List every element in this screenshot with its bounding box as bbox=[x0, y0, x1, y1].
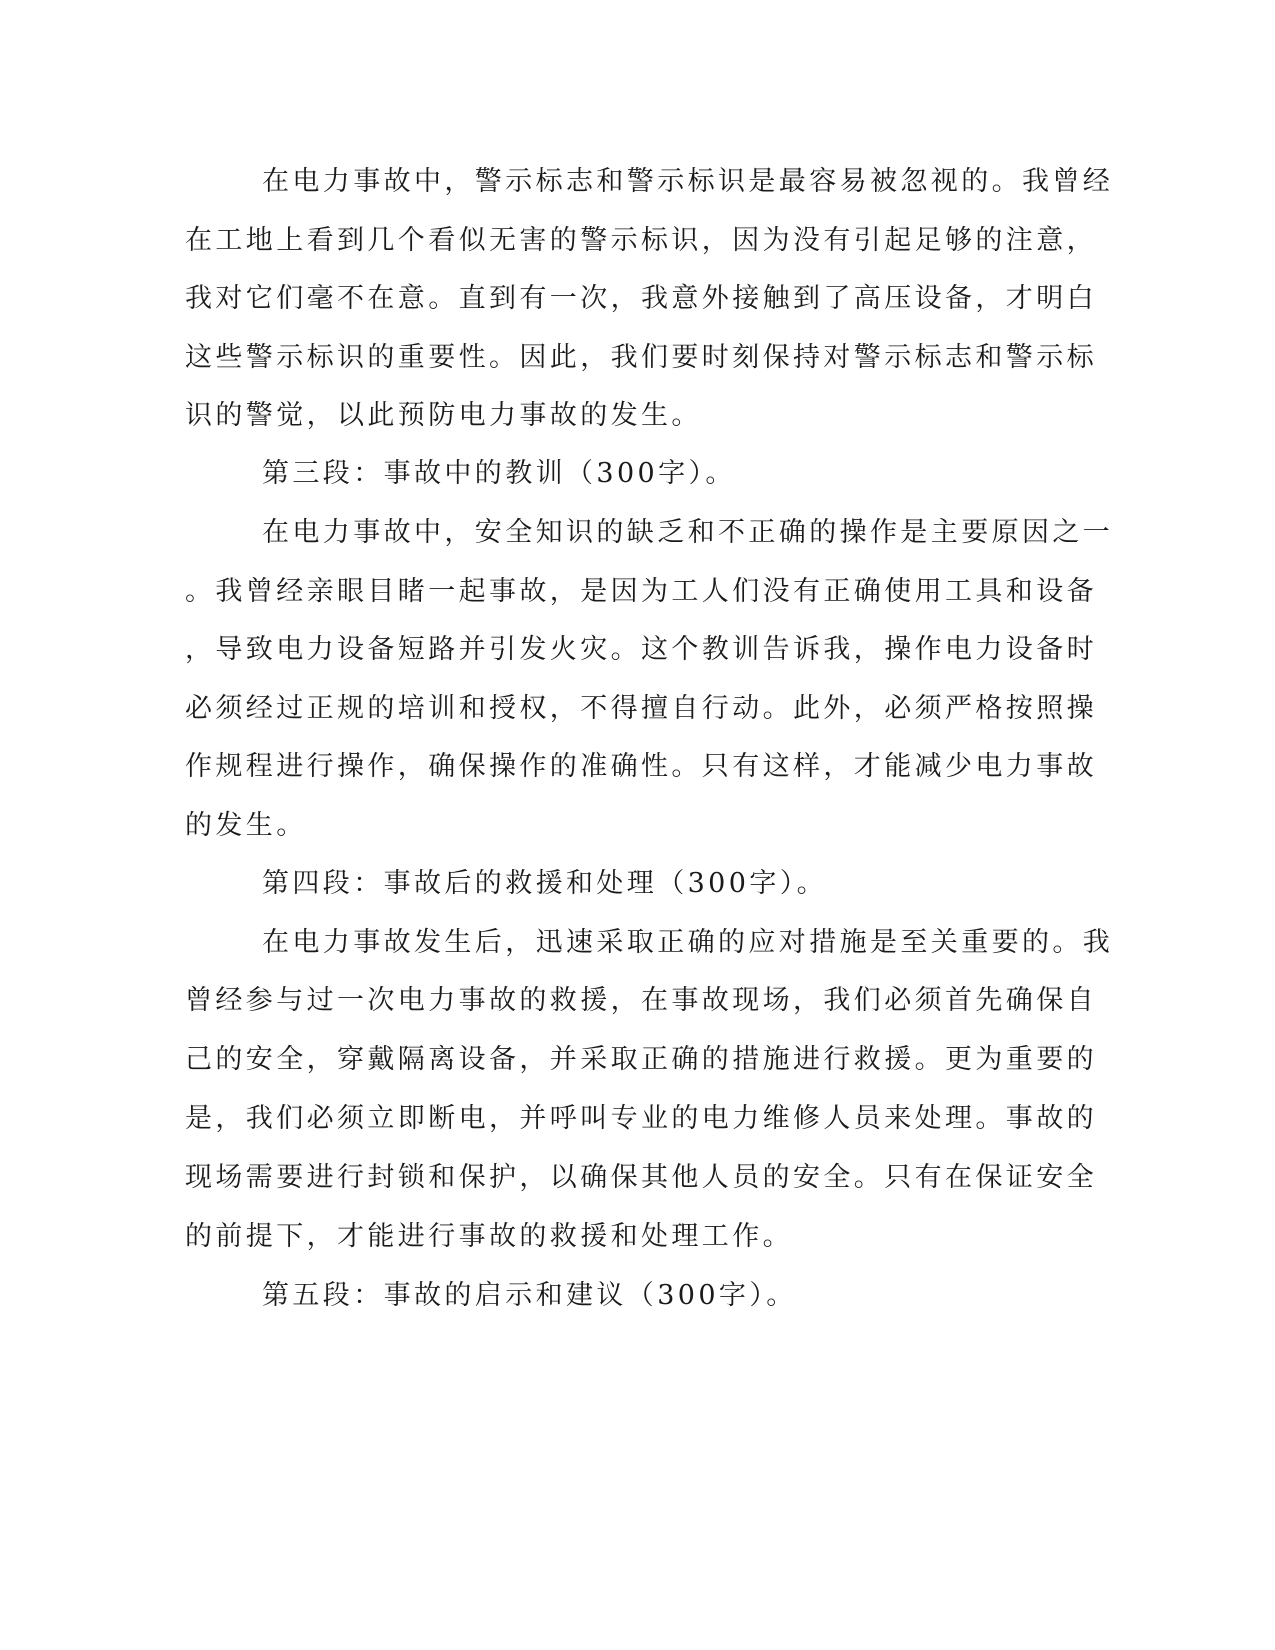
paragraph-line: 这些警示标识的重要性。因此，我们要时刻保持对警示标志和警示标 bbox=[185, 342, 1097, 373]
paragraph-line: 识的警觉，以此预防电力事故的发生。 bbox=[185, 400, 702, 431]
paragraph-line: 曾经参与过一次电力事故的救援，在事故现场，我们必须首先确保自 bbox=[185, 985, 1097, 1016]
paragraph-line: 必须经过正规的培训和授权，不得擅自行动。此外，必须严格按照操 bbox=[185, 693, 1097, 724]
paragraph-line: 在电力事故发生后，迅速采取正确的应对措施是至关重要的。我 bbox=[262, 927, 1114, 958]
paragraph-line: 。我曾经亲眼目睹一起事故，是因为工人们没有正确使用工具和设备 bbox=[185, 576, 1097, 607]
section-heading: 第四段：事故后的救援和处理（300字）。 bbox=[262, 868, 828, 899]
paragraph-line: 的发生。 bbox=[185, 810, 307, 841]
paragraph-line: 现场需要进行封锁和保护，以确保其他人员的安全。只有在保证安全 bbox=[185, 1162, 1097, 1193]
paragraph-line: 作规程进行操作，确保操作的准确性。只有这样，才能减少电力事故 bbox=[185, 751, 1097, 782]
paragraph-line: 在工地上看到几个看似无害的警示标识，因为没有引起足够的注意， bbox=[185, 225, 1097, 256]
section-heading: 第三段：事故中的教训（300字）。 bbox=[262, 458, 736, 489]
paragraph-line: 我对它们毫不在意。直到有一次，我意外接触到了高压设备，才明白 bbox=[185, 283, 1097, 314]
paragraph-line: 是，我们必须立即断电，并呼叫专业的电力维修人员来处理。事故的 bbox=[185, 1103, 1097, 1134]
paragraph-line: 己的安全，穿戴隔离设备，并采取正确的措施进行救援。更为重要的 bbox=[185, 1044, 1097, 1075]
paragraph-line: ，导致电力设备短路并引发火灾。这个教训告诉我，操作电力设备时 bbox=[185, 634, 1097, 665]
section-heading: 第五段：事故的启示和建议（300字）。 bbox=[262, 1280, 797, 1311]
paragraph-line: 在电力事故中，警示标志和警示标识是最容易被忽视的。我曾经 bbox=[262, 166, 1114, 197]
paragraph-line: 在电力事故中，安全知识的缺乏和不正确的操作是主要原因之一 bbox=[262, 517, 1114, 548]
paragraph-line: 的前提下，才能进行事故的救援和处理工作。 bbox=[185, 1221, 793, 1252]
